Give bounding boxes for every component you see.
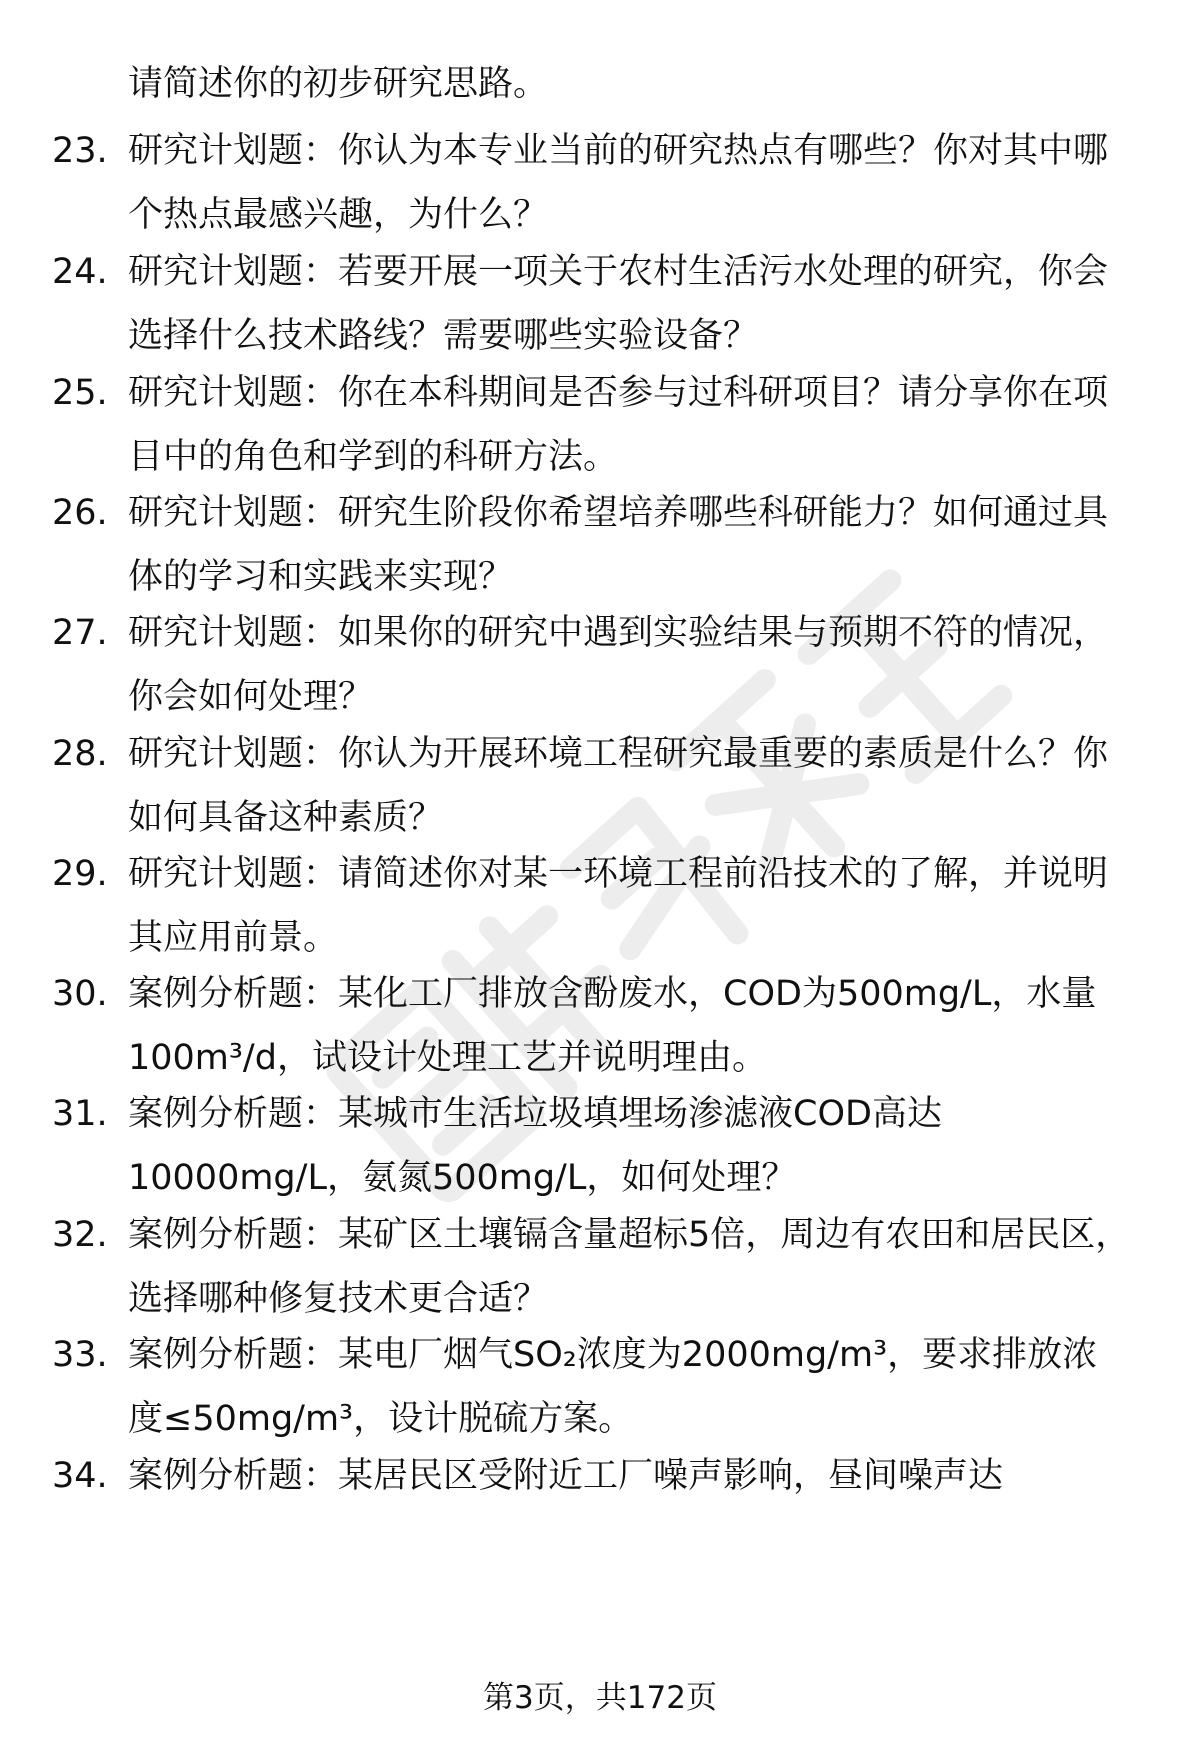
question-text <box>128 1333 1148 1441</box>
question-number: 23. <box>52 131 108 171</box>
question-number: 28. <box>52 734 108 774</box>
question-line: 案例分析题：某化工厂排放含酚废水，COD为500mg/L，水量 <box>128 974 1097 1014</box>
question-number: 32. <box>52 1215 108 1255</box>
question-text <box>128 972 1148 1080</box>
question-line: 你会如何处理？ <box>128 677 374 717</box>
question-text <box>128 1454 1148 1498</box>
question-line: 度≤50mg/m³，设计脱硫方案。 <box>128 1399 634 1439</box>
question-line: 其应用前景。 <box>128 918 339 958</box>
question-line: 个热点最感兴趣，为什么？ <box>128 195 549 235</box>
question-text <box>128 491 1148 599</box>
question-text <box>128 129 1148 237</box>
question-line: 研究计划题：你认为开展环境工程研究最重要的素质是什么？你 <box>128 734 1109 774</box>
question-continuation: 请简述你的初步研究思路。 <box>128 64 549 104</box>
question-text <box>128 732 1148 840</box>
question-number: 34. <box>52 1456 108 1496</box>
question-number: 25. <box>52 373 108 413</box>
question-line: 案例分析题：某矿区土壤镉含量超标5倍，周边有农田和居民区， <box>128 1215 1131 1255</box>
question-number: 29. <box>52 854 108 894</box>
question-line: 如何具备这种素质？ <box>128 798 444 838</box>
question-line: 案例分析题：某城市生活垃圾填埋场渗滤液COD高达 <box>128 1094 942 1134</box>
question-line: 100m³/d，试设计处理工艺并说明理由。 <box>128 1038 767 1078</box>
question-line: 选择什么技术路线？需要哪些实验设备？ <box>128 316 759 356</box>
question-line: 研究计划题：如果你的研究中遇到实验结果与预期不符的情况， <box>128 613 1109 653</box>
question-number: 27. <box>52 613 108 653</box>
question-line: 研究计划题：你认为本专业当前的研究热点有哪些？你对其中哪 <box>128 131 1109 171</box>
question-line: 选择哪种修复技术更合适？ <box>128 1279 549 1319</box>
question-line: 研究计划题：你在本科期间是否参与过科研项目？请分享你在项 <box>128 373 1109 413</box>
question-text <box>128 611 1148 719</box>
question-line: 案例分析题：某电厂烟气SO₂浓度为2000mg/m³，要求排放浓 <box>128 1335 1098 1375</box>
question-line: 目中的角色和学到的科研方法。 <box>128 437 619 477</box>
question-number: 24. <box>52 252 108 292</box>
question-number: 33. <box>52 1335 108 1375</box>
question-number: 30. <box>52 974 108 1014</box>
page-number: 第3页，共172页 <box>483 1680 717 1716</box>
question-text <box>128 371 1148 479</box>
question-line: 体的学习和实践来实现？ <box>128 557 514 597</box>
question-text <box>128 1213 1148 1321</box>
question-line: 案例分析题：某居民区受附近工厂噪声影响，昼间噪声达 <box>128 1456 1004 1496</box>
question-text <box>128 1092 1148 1200</box>
question-number: 31. <box>52 1094 108 1134</box>
question-line: 研究计划题：若要开展一项关于农村生活污水处理的研究，你会 <box>128 252 1109 292</box>
question-text <box>128 852 1148 960</box>
question-line: 研究计划题：请简述你对某一环境工程前沿技术的了解，并说明 <box>128 854 1109 894</box>
question-line: 10000mg/L，氨氮500mg/L，如何处理？ <box>128 1158 797 1198</box>
question-line: 研究计划题：研究生阶段你希望培养哪些科研能力？如何通过具 <box>128 493 1109 533</box>
question-number: 26. <box>52 493 108 533</box>
question-text <box>128 250 1148 358</box>
